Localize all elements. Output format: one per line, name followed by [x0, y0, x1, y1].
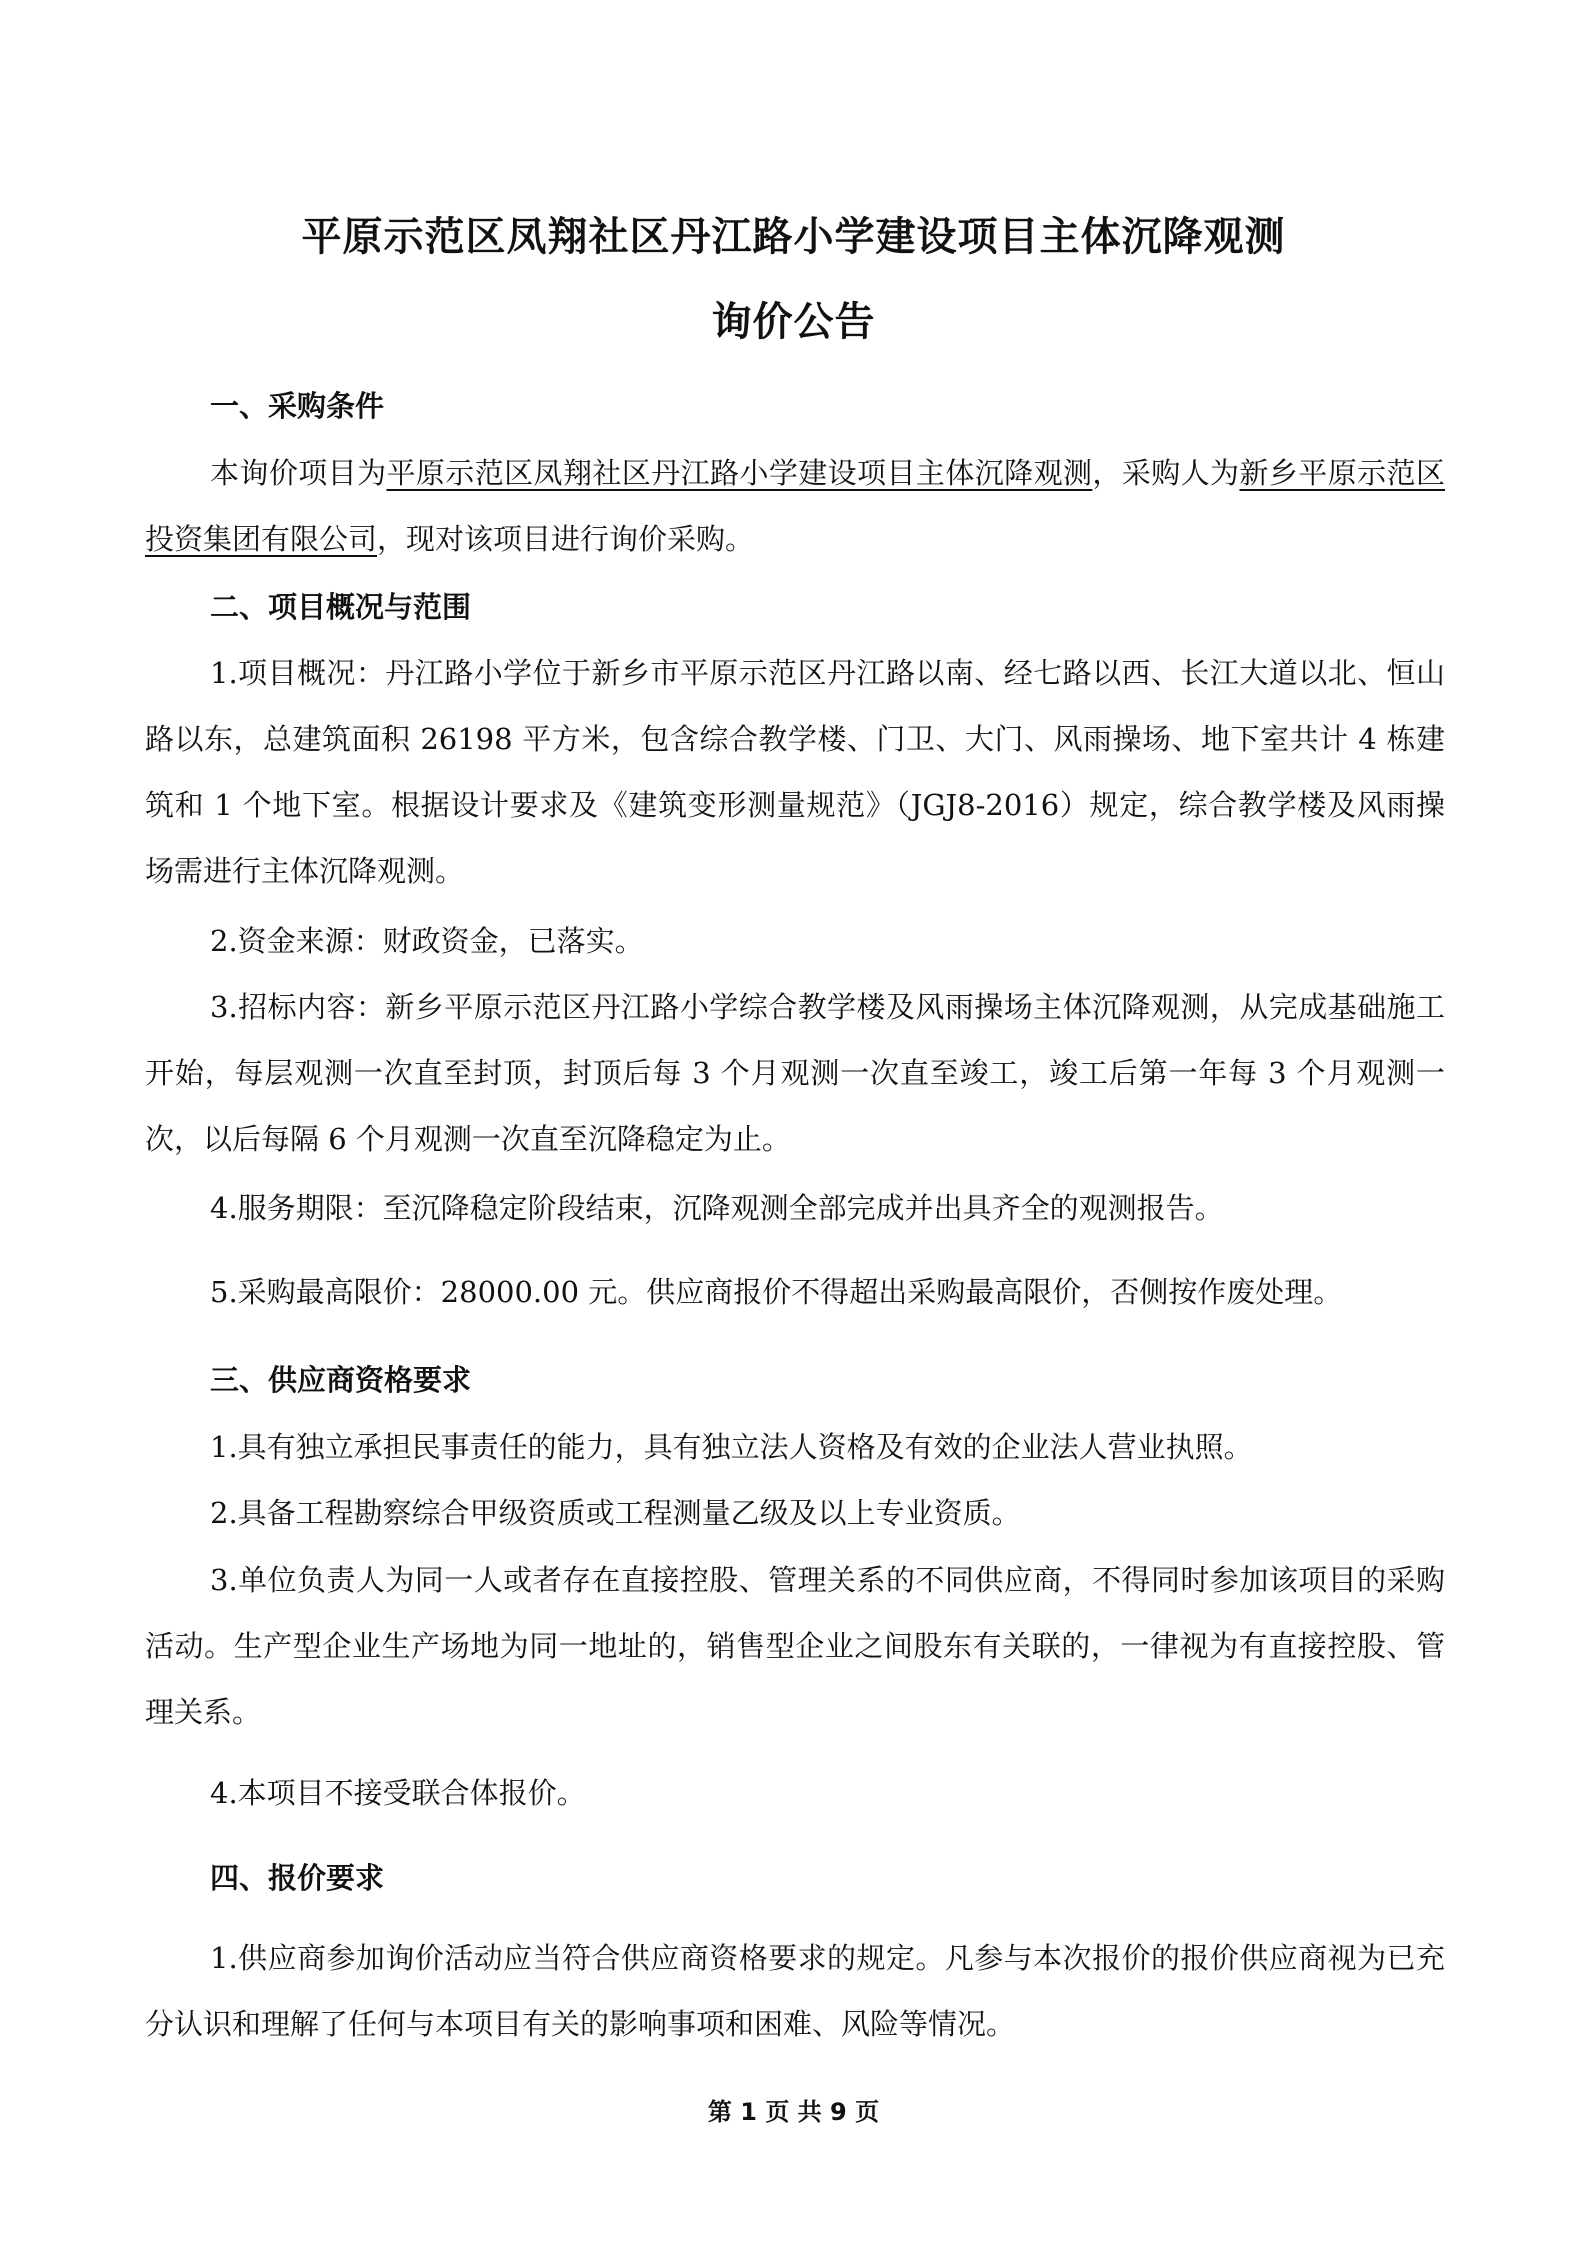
section-heading-supplier-qualifications: 三、供应商资格要求 [210, 1363, 472, 1397]
text-fragment: 本询价项目为 [210, 456, 387, 490]
document-title-line2: 询价公告 [711, 299, 876, 345]
paragraph-procurement-conditions [145, 440, 1445, 572]
paragraph-max-price: 5.采购最高限价：28000.00 元。供应商报价不得超出采购最高限价，否侧按作废处理。 [210, 1275, 1343, 1309]
section-heading-quotation-requirements: 四、报价要求 [210, 1861, 385, 1895]
page-number-footer: 第 1 页 共 9 页 [707, 2098, 880, 2126]
project-name: 平原示范区凤翔社区丹江路小学建设项目主体沉降观测 [386, 456, 1093, 490]
purchaser-name: 新乡平原示范区投资集团有限公司 [145, 456, 1445, 556]
document-title-line1: 平原示范区凤翔社区丹江路小学建设项目主体沉降观测 [301, 214, 1286, 260]
text-fragment: ，现对该项目进行询价采购。 [377, 522, 755, 556]
paragraph-project-overview: 1.项目概况：丹江路小学位于新乡市平原示范区丹江路以南、经七路以西、长江大道以北、恒山路以东，总建筑面积 26198 平方米，包含综合教学楼、门卫、大门、风雨操场、地下室共计 4 栋建筑和 1 个地下室。根据设计要求及《建筑变形测量规范》（JGJ8-2016）规定，综合教学楼及风雨操场需进行主体沉降观测。 [145, 656, 1445, 888]
section-heading-procurement-conditions: 一、采购条件 [210, 389, 385, 423]
paragraph-qualification-2: 2.具备工程勘察综合甲级资质或工程测量乙级及以上专业资质。 [210, 1496, 1021, 1530]
paragraph-funding-source: 2.资金来源：财政资金，已落实。 [210, 924, 644, 958]
paragraph-qualification-1: 1.具有独立承担民事责任的能力，具有独立法人资格及有效的企业法人营业执照。 [210, 1430, 1253, 1464]
paragraph-quotation-1: 1.供应商参加询价活动应当符合供应商资格要求的规定。凡参与本次报价的报价供应商视为已充分认识和理解了任何与本项目有关的影响事项和困难、风险等情况。 [145, 1941, 1445, 2041]
paragraph-service-period: 4.服务期限：至沉降稳定阶段结束，沉降观测全部完成并出具齐全的观测报告。 [210, 1191, 1224, 1225]
paragraph-tender-content: 3.招标内容：新乡平原示范区丹江路小学综合教学楼及风雨操场主体沉降观测，从完成基础施工开始，每层观测一次直至封顶，封顶后每 3 个月观测一次直至竣工，竣工后第一年每 3 个月观测一次，以后每隔 6 个月观测一次直至沉降稳定为止。 [145, 990, 1445, 1156]
text-fragment: ，采购人为 [1092, 456, 1240, 490]
section-heading-project-overview: 二、项目概况与范围 [210, 590, 472, 624]
paragraph-qualification-3: 3.单位负责人为同一人或者存在直接控股、管理关系的不同供应商，不得同时参加该项目的采购活动。生产型企业生产场地为同一地址的，销售型企业之间股东有关联的，一律视为有直接控股、管理关系。 [145, 1563, 1445, 1729]
paragraph-qualification-4: 4.本项目不接受联合体报价。 [210, 1776, 586, 1810]
